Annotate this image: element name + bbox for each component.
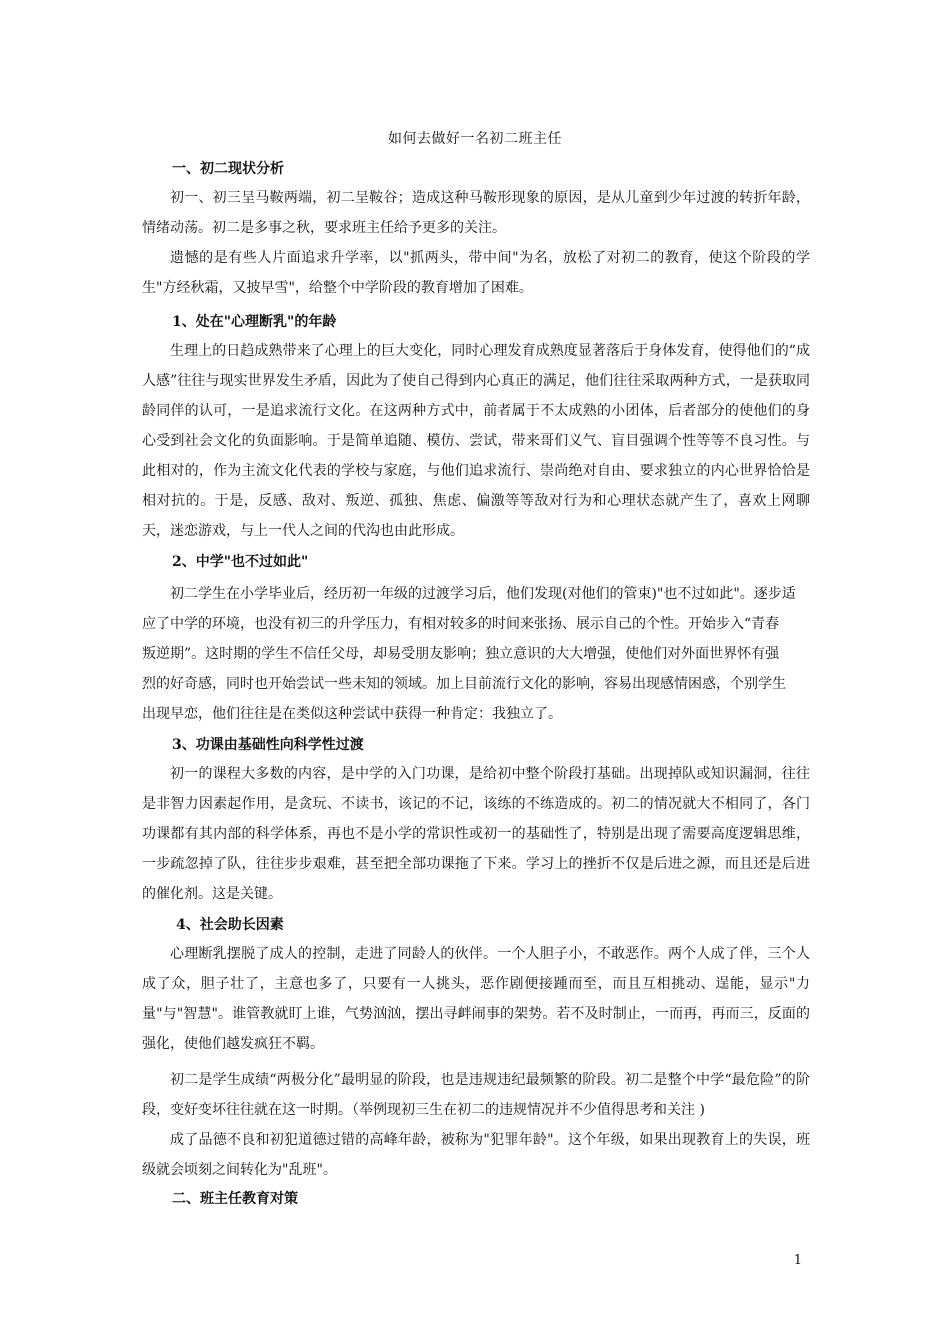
subheading-3-text: 3、功课由基础性向科学性过渡	[172, 737, 364, 753]
subheading-1-text: 1、处在"心理断乳"的年龄	[172, 314, 337, 330]
paragraph-4-line: 应了中学的环境，也没有初三的升学压力，有相对较多的时间来张扬、展示自己的个性。开始步入“青春	[142, 616, 780, 632]
paragraph-3: 生理上的日趋成熟带来了心理上的巨大变化，同时心理发育成熟度显著落后于身体发育，使得他们的“成人感”往往与现实世界发生矛盾，因此为了使自己得到内心真正的满足，他们往往采取两种方式，一是获取同龄同伴的认可，一是追求流行文化。在这两种方式中，前者属于不太成熟的小团体，后者部分的使他们的身心受到社会文化的负面影响。于是简单追随、模仿、尝试，带来哥们义气、盲目强调个性等等不良习性。与此相对的，作为主流文化代表的学校与家庭，与他们追求流行、崇尚绝对自由、要求独立的内心世界恰恰是相对抗的。于是，反感、敌对、叛逆、孤独、焦虑、偏激等等敌对行为和心理状态就产生了，喜欢上网聊天，迷恋游戏，与上一代人之间的代沟也由此形成。	[142, 343, 810, 539]
paragraph-6: 心理断乳摆脱了成人的控制，走进了同龄人的伙伴。一个人胆子小，不敢恶作。两个人成了伴，三个人成了众，胆子壮了，主意也多了，只要有一人挑头，恶作剧便接踵而至，而且互相挑动、逞能，显示"力量"与"智慧"。谁管教就盯上谁，气势汹汹，摆出寻衅闹事的架势。若不及时制止，一而再，再而三，反面的强化，使他们越发疯狂不羁。	[142, 946, 810, 1052]
paragraph-8: 成了品德不良和初犯道德过错的高峰年龄，被称为"犯罪年龄"。这个年级，如果出现教育上的失误，班级就会顷刻之间转化为"乱班"。	[142, 1132, 810, 1178]
paragraph-7: 初二是学生成绩“两极分化”最明显的阶段，也是违规违纪最频繁的阶段。初二是整个中学“最危险”的阶段，变好变坏往往就在这一时期。（举例现初三生在初二的违规情况并不少值得思考和关注 )	[142, 1072, 810, 1118]
subheading-4-text: 4、社会助长因素	[176, 917, 284, 933]
subheading-2-text: 2、中学"也不过如此"	[172, 554, 309, 570]
paragraph-2: 遗憾的是有些人片面追求升学率，以"抓两头，带中间"为名，放松了对初二的教育，使这个阶段的学生"方经秋霜，又披早雪"，给整个中学阶段的教育增加了困难。	[142, 250, 810, 296]
section-heading-1: 一、初二现状分析	[172, 161, 284, 177]
paragraph-4-line: 烈的好奇感，同时也开始尝试一些未知的领域。加上目前流行文化的影响，容易出现感情困惑，个别学生	[142, 676, 786, 692]
document-title: 如何去做好一名初二班主任	[388, 131, 562, 147]
paragraph-4-line: 出现早恋，他们往往是在类似这种尝试中获得一种肯定：我独立了。	[142, 706, 562, 722]
subheading-1	[172, 311, 336, 331]
page-number: 1	[793, 1253, 802, 1268]
paragraph-4-line: 叛逆期”。这时期的学生不信任父母，却易受朋友影响；独立意识的大大增强，使他们对外面世界怀有强	[142, 646, 780, 662]
paragraph-5: 初一的课程大多数的内容，是中学的入门功课，是给初中整个阶段打基础。出现掉队或知识漏洞，往往是非智力因素起作用，是贪玩、不读书，该记的不记，该练的不练造成的。初二的情况就大不相同了，各门功课都有其内部的科学体系，再也不是小学的常识性或初一的基础性了，特别是出现了需要高度逻辑思维，一步疏忽掉了队，往往步步艰难，甚至把全部功课拖了下来。学习上的挫折不仅是后进之源，而且还是后进的催化剂。这是关键。	[142, 766, 810, 902]
subheading-2	[172, 551, 308, 571]
paragraph-4-line: 初二学生在小学毕业后，经历初一年级的过渡学习后，他们发现(对他们的管束)"也不过如此"。逐步适	[170, 586, 796, 602]
section-heading-2: 二、班主任教育对策	[172, 1191, 298, 1207]
paragraph-1: 初一、初三呈马鞍两端，初二呈鞍谷；造成这种马鞍形现象的原因，是从儿童到少年过渡的转折年龄，情绪动荡。初二是多事之秋，要求班主任给予更多的关注。	[142, 190, 810, 236]
subheading-3	[172, 734, 364, 754]
paragraph-4	[142, 579, 810, 729]
subheading-4	[176, 914, 284, 934]
